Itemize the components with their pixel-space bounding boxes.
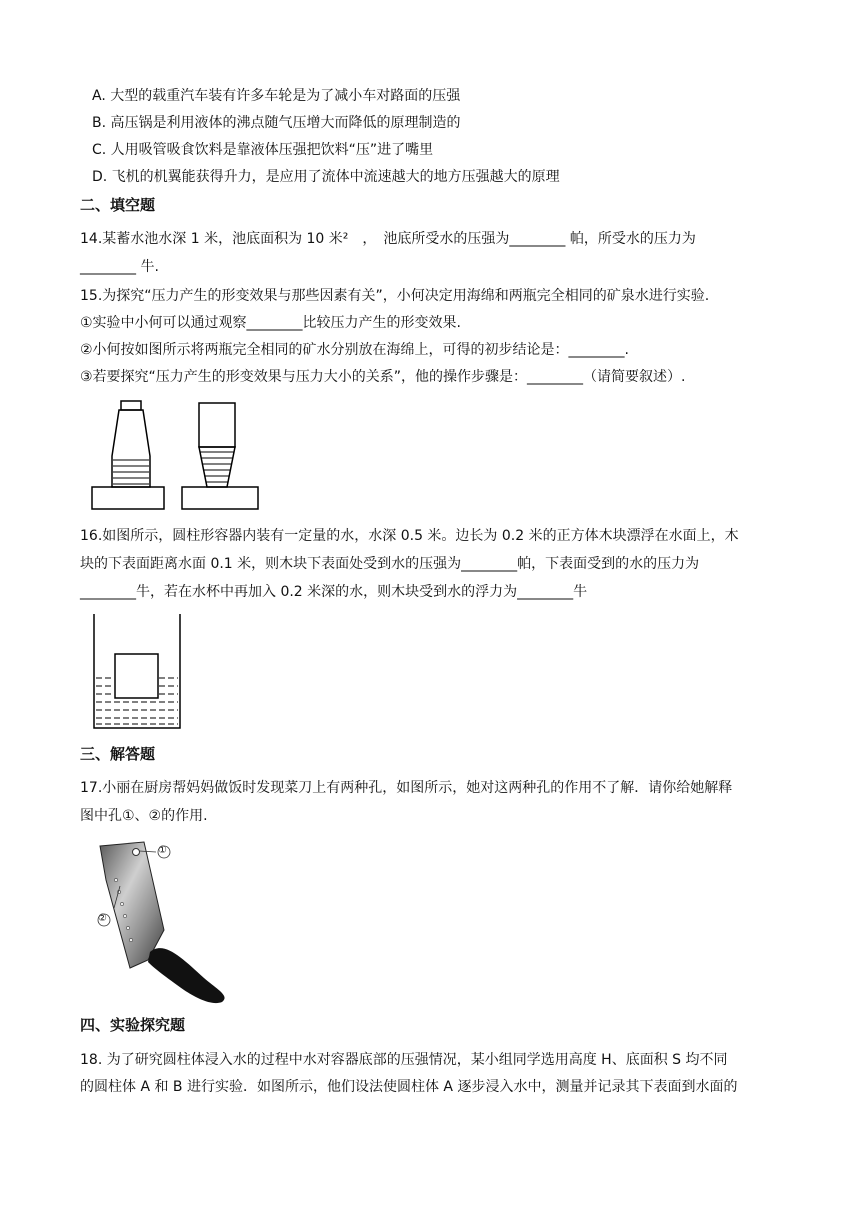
knife-label-hole-1: ① <box>158 845 167 856</box>
section-heading-answer: 三、解答题 <box>80 745 156 763</box>
knife-label-hole-2: ② <box>98 913 107 924</box>
q15-line-1: 15.为探究“压力产生的形变效果与那些因素有关”，小何决定用海绵和两瓶完全相同的矿泉水进行实验. <box>80 288 710 304</box>
option-a: A. 大型的载重汽车装有许多车轮是为了减小车对路面的压强 <box>92 88 461 104</box>
q18-line-2: 的圆柱体 A 和 B 进行实验．如图所示，他们设法使圆柱体 A 逐步浸入水中，测量并记录其下表面到水面的 <box>80 1079 738 1095</box>
q17-line-1: 17.小丽在厨房帮妈妈做饭时发现菜刀上有两种孔，如图所示，她对这两种孔的作用不了解．请你给她解释 <box>80 780 733 796</box>
bottles-on-sponge-figure <box>86 398 264 512</box>
q14-line-2: ________ 牛. <box>80 259 159 275</box>
floating-block-figure <box>86 612 186 732</box>
knife-icon <box>92 840 242 1005</box>
q15-line-3: ②小何按如图所示将两瓶完全相同的矿水分别放在海绵上，可得的初步结论是：________. <box>80 342 629 358</box>
section-heading-experiment: 四、实验探究题 <box>80 1016 186 1034</box>
q14-line-1: 14.某蓄水池水深 1 米，池底面积为 10 米² ， 池底所受水的压强为________ 帕，所受水的压力为 <box>80 231 696 247</box>
option-d: D. 飞机的机翼能获得升力，是应用了流体中流速越大的地方压强越大的原理 <box>92 169 560 185</box>
option-c: C. 人用吸管吸食饮料是靠液体压强把饮料“压”进了嘴里 <box>92 142 434 158</box>
q16-line-2: 块的下表面距离水面 0.1 米，则木块下表面处受到水的压强为________帕，下表面受到的水的压力为 <box>80 556 700 572</box>
q16-line-3: ________牛，若在水杯中再加入 0.2 米深的水，则木块受到水的浮力为________牛 <box>80 584 588 600</box>
q18-line-1: 18. 为了研究圆柱体浸入水的过程中水对容器底部的压强情况，某小组同学选用高度 H、底面积 S 均不同 <box>80 1052 728 1068</box>
q15-line-2: ①实验中小何可以通过观察________比较压力产生的形变效果. <box>80 315 461 331</box>
q16-line-1: 16.如图所示，圆柱形容器内装有一定量的水，水深 0.5 米。边长为 0.2 米的正方体木块漂浮在水面上，木 <box>80 528 739 544</box>
section-heading-fill-blank: 二、填空题 <box>80 196 156 214</box>
knife-figure <box>92 840 242 1005</box>
q17-line-2: 图中孔①、②的作用. <box>80 808 208 824</box>
option-b: B. 高压锅是利用液体的沸点随气压增大而降低的原理制造的 <box>92 115 461 131</box>
q15-line-4: ③若要探究“压力产生的形变效果与压力大小的关系”，他的操作步骤是：________（请简要叙述）. <box>80 369 686 385</box>
